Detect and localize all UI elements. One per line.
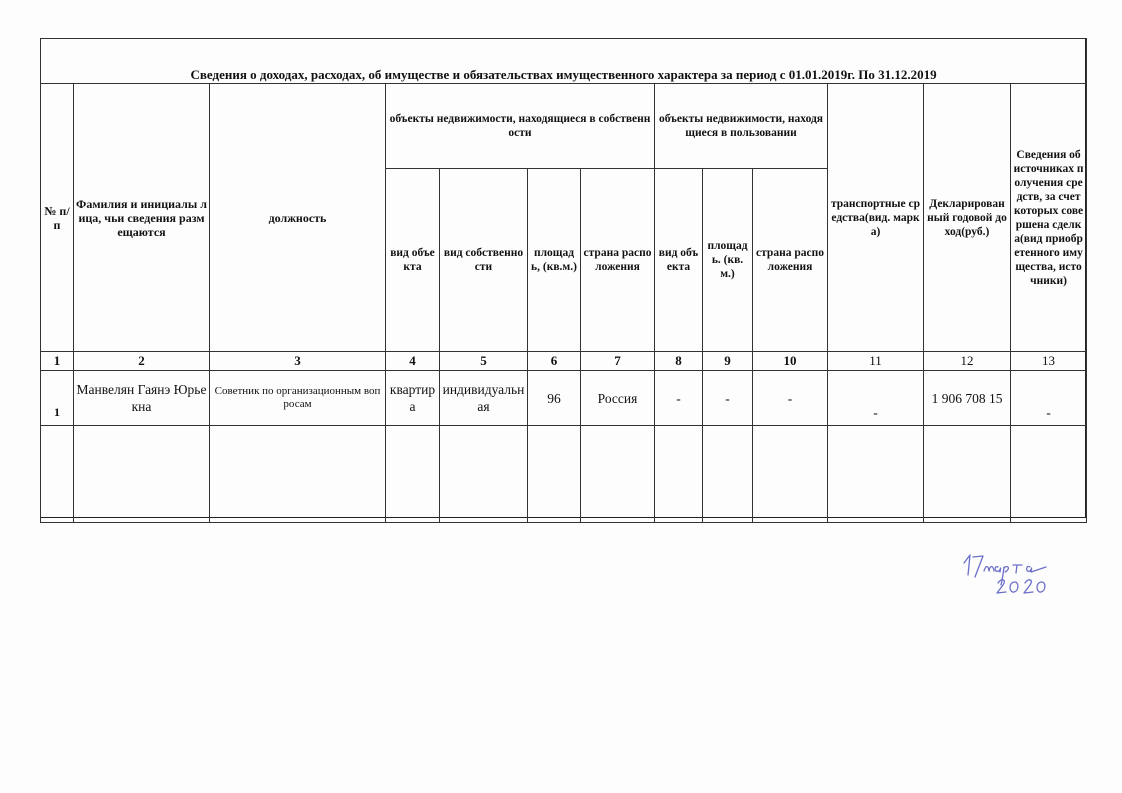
- column-number: 5: [440, 352, 528, 371]
- column-number: 6: [528, 352, 581, 371]
- cell-sources: -: [1011, 371, 1087, 426]
- header-owned-type: вид объекта: [386, 169, 440, 352]
- empty-cell: [703, 426, 753, 523]
- header-sources: Сведения об источниках получения средств, за счет которых совершена сделка(вид приобретенного имущества, источники): [1011, 84, 1087, 352]
- header-used-group: объекты недвижимости, находящиеся в пользовании: [655, 84, 828, 169]
- header-owned-country: страна расположения: [581, 169, 655, 352]
- column-number: 12: [924, 352, 1011, 371]
- empty-cell: [753, 426, 828, 523]
- empty-cell: [581, 426, 655, 523]
- column-number: 10: [753, 352, 828, 371]
- column-number-row: [41, 352, 1087, 371]
- column-number: 13: [1011, 352, 1087, 371]
- empty-cell: [828, 426, 924, 523]
- empty-cell: [74, 426, 210, 523]
- cell-owned-area: 96: [528, 371, 581, 426]
- empty-cell: [1011, 426, 1087, 523]
- cell-owned-country: Россия: [581, 371, 655, 426]
- cell-used-country: -: [753, 371, 828, 426]
- column-number: 2: [74, 352, 210, 371]
- cell-num: 1: [41, 371, 74, 426]
- declaration-table: [40, 38, 1087, 523]
- header-transport: транспортные средства(вид. марка): [828, 84, 924, 352]
- handwritten-date-signature: [950, 545, 1100, 605]
- cell-owned-ownership: индивидуальная: [440, 371, 528, 426]
- empty-cell: [386, 426, 440, 523]
- cell-owned-type: квартира: [386, 371, 440, 426]
- header-owned-group: объекты недвижимости, находящиеся в собственности: [386, 84, 655, 169]
- header-used-area: площадь. (кв.м.): [703, 169, 753, 352]
- cell-transport: -: [828, 371, 924, 426]
- empty-cell: [655, 426, 703, 523]
- empty-cell: [41, 426, 74, 523]
- empty-cell: [210, 426, 386, 523]
- column-number: 4: [386, 352, 440, 371]
- column-number: 9: [703, 352, 753, 371]
- header-owned-ownership: вид собственности: [440, 169, 528, 352]
- header-used-type: вид объекта: [655, 169, 703, 352]
- document-title: Сведения о доходах, расходах, об имуществе и обязательствах имущественного характера за период с 01.01.2019г. По 31.12.2019: [41, 39, 1087, 84]
- header-fio: Фамилия и инициалы лица, чьи сведения размещаются: [74, 84, 210, 352]
- cell-used-area: -: [703, 371, 753, 426]
- column-number: 1: [41, 352, 74, 371]
- header-income: Декларированный годовой доход(руб.): [924, 84, 1011, 352]
- header-num: № п/п: [41, 84, 74, 352]
- empty-cell: [924, 426, 1011, 523]
- header-owned-area: площадь, (кв.м.): [528, 169, 581, 352]
- header-used-country: страна расположения: [753, 169, 828, 352]
- cell-fio: Манвелян Гаянэ Юрьекна: [74, 371, 210, 426]
- cell-income: 1 906 708 15: [924, 371, 1011, 426]
- column-number: 11: [828, 352, 924, 371]
- empty-cell: [528, 426, 581, 523]
- cell-position: Советник по организационным вопросам: [210, 371, 386, 426]
- column-number: 7: [581, 352, 655, 371]
- header-position: должность: [210, 84, 386, 352]
- column-number: 8: [655, 352, 703, 371]
- table-row-empty: [41, 426, 1087, 523]
- table-row: [41, 371, 1087, 426]
- column-number: 3: [210, 352, 386, 371]
- empty-cell: [440, 426, 528, 523]
- cell-used-type: -: [655, 371, 703, 426]
